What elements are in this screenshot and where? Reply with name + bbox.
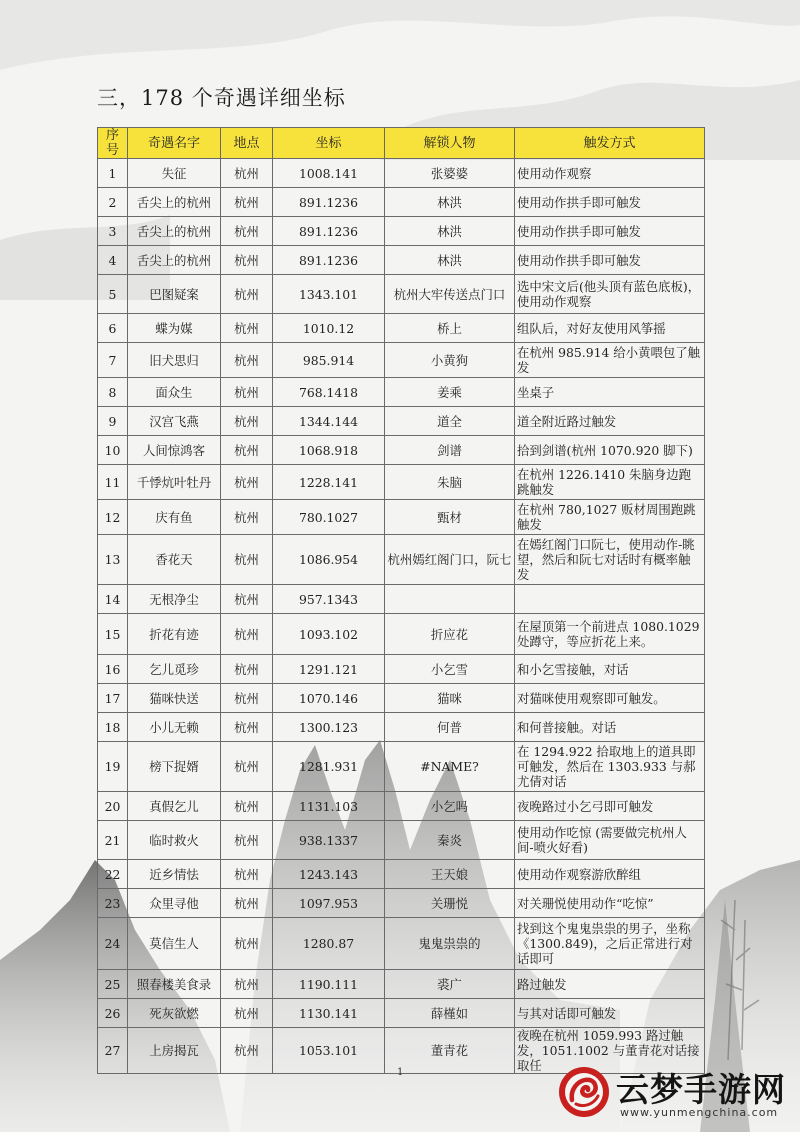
- cell-trigger-method: 使用动作拱手即可触发: [515, 188, 705, 217]
- cell-coordinates: 1086.954: [273, 535, 385, 585]
- table-row: [98, 655, 705, 684]
- cell-index: 16: [98, 655, 128, 684]
- logo-url: www.yunmengchina.com: [620, 1106, 779, 1119]
- cell-index: 6: [98, 314, 128, 343]
- cell-coordinates: 1344.144: [273, 407, 385, 436]
- cell-name: 临时救火: [128, 821, 221, 860]
- cell-name: 上房揭瓦: [128, 1028, 221, 1074]
- cell-trigger-method: 坐桌子: [515, 378, 705, 407]
- cell-index: 7: [98, 343, 128, 378]
- table-row: [98, 614, 705, 655]
- cell-location: 杭州: [221, 614, 273, 655]
- cell-index: 20: [98, 792, 128, 821]
- cell-index: 23: [98, 889, 128, 918]
- cell-coordinates: 1228.141: [273, 465, 385, 500]
- cell-index: 24: [98, 918, 128, 970]
- cell-unlock-character: 张婆婆: [385, 159, 515, 188]
- cell-location: 杭州: [221, 407, 273, 436]
- cell-trigger-method: 与其对话即可触发: [515, 999, 705, 1028]
- cell-trigger-method: 在嫣红阁门口阮七，使用动作-眺望，然后和阮七对话时有概率触发: [515, 535, 705, 585]
- cell-index: 1: [98, 159, 128, 188]
- cell-location: 杭州: [221, 535, 273, 585]
- cell-name: 汉宫飞燕: [128, 407, 221, 436]
- header-trigger-method: 触发方式: [515, 128, 705, 159]
- cell-unlock-character: 林洪: [385, 217, 515, 246]
- cell-trigger-method: 和何普接触。对话: [515, 713, 705, 742]
- cell-unlock-character: #NAME?: [385, 742, 515, 792]
- cell-unlock-character: 杭州大牢传送点门口: [385, 275, 515, 314]
- cell-trigger-method: 使用动作观察游欣醉组: [515, 860, 705, 889]
- cell-trigger-method: 拾到剑谱(杭州 1070.920 脚下): [515, 436, 705, 465]
- cell-trigger-method: 选中宋文后(他头顶有蓝色底板)，使用动作观察: [515, 275, 705, 314]
- cell-trigger-method: 和小乞雪接触，对话: [515, 655, 705, 684]
- cell-index: 18: [98, 713, 128, 742]
- cell-trigger-method: [515, 585, 705, 614]
- table-row: [98, 436, 705, 465]
- table-row: [98, 500, 705, 535]
- cell-index: 26: [98, 999, 128, 1028]
- cell-coordinates: 1097.953: [273, 889, 385, 918]
- table-row: [98, 343, 705, 378]
- cell-name: 面众生: [128, 378, 221, 407]
- cell-unlock-character: 林洪: [385, 188, 515, 217]
- cell-unlock-character: 猫咪: [385, 684, 515, 713]
- cell-unlock-character: 朱脑: [385, 465, 515, 500]
- cell-coordinates: 1280.87: [273, 918, 385, 970]
- table-row: [98, 684, 705, 713]
- cell-index: 12: [98, 500, 128, 535]
- table-row: [98, 188, 705, 217]
- table-row: [98, 465, 705, 500]
- table-row: [98, 713, 705, 742]
- cell-unlock-character: 道全: [385, 407, 515, 436]
- cell-unlock-character: 薛槿如: [385, 999, 515, 1028]
- cell-location: 杭州: [221, 188, 273, 217]
- cell-index: 13: [98, 535, 128, 585]
- cell-unlock-character: 杭州嫣红阁门口，阮七: [385, 535, 515, 585]
- cell-location: 杭州: [221, 585, 273, 614]
- cell-coordinates: 1008.141: [273, 159, 385, 188]
- cell-unlock-character: 林洪: [385, 246, 515, 275]
- cell-trigger-method: 组队后，对好友使用风筝摇: [515, 314, 705, 343]
- cell-name: 照春楼美食录: [128, 970, 221, 999]
- logo-name: 云梦手游网: [616, 1070, 786, 1109]
- cell-trigger-method: 使用动作拱手即可触发: [515, 246, 705, 275]
- cell-location: 杭州: [221, 275, 273, 314]
- cell-location: 杭州: [221, 159, 273, 188]
- table-row: [98, 314, 705, 343]
- cell-location: 杭州: [221, 465, 273, 500]
- table-header-row: [98, 128, 705, 159]
- cell-trigger-method: 在杭州 985.914 给小黄喂包了触发: [515, 343, 705, 378]
- cell-index: 4: [98, 246, 128, 275]
- cell-name: 庆有鱼: [128, 500, 221, 535]
- cell-coordinates: 891.1236: [273, 188, 385, 217]
- cell-name: 人间惊鸿客: [128, 436, 221, 465]
- dragon-emblem-icon: [556, 1064, 612, 1120]
- cell-index: 17: [98, 684, 128, 713]
- cell-unlock-character: 裘广: [385, 970, 515, 999]
- cell-location: 杭州: [221, 314, 273, 343]
- cell-coordinates: 1130.141: [273, 999, 385, 1028]
- section-heading: 三，178 个奇遇详细坐标: [97, 86, 346, 110]
- cell-location: 杭州: [221, 860, 273, 889]
- cell-trigger-method: 在杭州 1226.1410 朱脑身边跑跳触发: [515, 465, 705, 500]
- cell-name: 旧犬思归: [128, 343, 221, 378]
- cell-unlock-character: 折应花: [385, 614, 515, 655]
- cell-index: 21: [98, 821, 128, 860]
- cell-name: 真假乞儿: [128, 792, 221, 821]
- table-row: [98, 742, 705, 792]
- cell-location: 杭州: [221, 343, 273, 378]
- cell-location: 杭州: [221, 1028, 273, 1074]
- cell-trigger-method: 在杭州 780,1027 贩材周围跑跳触发: [515, 500, 705, 535]
- cell-index: 8: [98, 378, 128, 407]
- cell-coordinates: 1010.12: [273, 314, 385, 343]
- cell-trigger-method: 夜晚路过小乞弓即可触发: [515, 792, 705, 821]
- page-number: 1: [397, 1067, 404, 1078]
- cell-unlock-character: 姜乘: [385, 378, 515, 407]
- cell-index: 19: [98, 742, 128, 792]
- cell-name: 猫咪快送: [128, 684, 221, 713]
- table-row: [98, 246, 705, 275]
- cell-name: 舌尖上的杭州: [128, 217, 221, 246]
- table-row: [98, 275, 705, 314]
- cell-trigger-method: 使用动作拱手即可触发: [515, 217, 705, 246]
- cell-unlock-character: 鬼鬼祟祟的: [385, 918, 515, 970]
- cell-name: 巴图疑案: [128, 275, 221, 314]
- cell-location: 杭州: [221, 655, 273, 684]
- cell-trigger-method: 路过触发: [515, 970, 705, 999]
- table-body: [98, 159, 705, 1074]
- cell-location: 杭州: [221, 713, 273, 742]
- cell-name: 近乡情怯: [128, 860, 221, 889]
- table-row: [98, 860, 705, 889]
- cell-unlock-character: 剑谱: [385, 436, 515, 465]
- cell-coordinates: 1068.918: [273, 436, 385, 465]
- cell-coordinates: 1291.121: [273, 655, 385, 684]
- cell-name: 折花有迹: [128, 614, 221, 655]
- cell-trigger-method: 使用动作吃惊 (需要做完杭州人间-喷火好看): [515, 821, 705, 860]
- cell-coordinates: 1190.111: [273, 970, 385, 999]
- cell-name: 舌尖上的杭州: [128, 246, 221, 275]
- cell-location: 杭州: [221, 970, 273, 999]
- cell-unlock-character: 甄材: [385, 500, 515, 535]
- cell-coordinates: 891.1236: [273, 217, 385, 246]
- cell-unlock-character: [385, 585, 515, 614]
- cell-unlock-character: 董青花: [385, 1028, 515, 1074]
- cell-location: 杭州: [221, 918, 273, 970]
- cell-name: 无根净尘: [128, 585, 221, 614]
- cell-name: 死灰欲燃: [128, 999, 221, 1028]
- cell-location: 杭州: [221, 436, 273, 465]
- cell-coordinates: 1053.101: [273, 1028, 385, 1074]
- cell-location: 杭州: [221, 742, 273, 792]
- cell-unlock-character: 小乞吗: [385, 792, 515, 821]
- cell-index: 27: [98, 1028, 128, 1074]
- cell-trigger-method: 夜晚在杭州 1059.993 路过触发，1051.1002 与董青花对话接取任: [515, 1028, 705, 1074]
- cell-trigger-method: 在 1294.922 拾取地上的道具即可触发，然后在 1303.933 与郝尤倩对话: [515, 742, 705, 792]
- cell-name: 蝶为媒: [128, 314, 221, 343]
- cell-index: 15: [98, 614, 128, 655]
- table-row: [98, 217, 705, 246]
- cell-coordinates: 1243.143: [273, 860, 385, 889]
- cell-index: 14: [98, 585, 128, 614]
- cell-name: 失征: [128, 159, 221, 188]
- cell-coordinates: 1281.931: [273, 742, 385, 792]
- cell-location: 杭州: [221, 246, 273, 275]
- cell-index: 25: [98, 970, 128, 999]
- table-row: [98, 585, 705, 614]
- cell-name: 乞儿觅珍: [128, 655, 221, 684]
- cell-name: 千悸炕叶牡丹: [128, 465, 221, 500]
- cell-location: 杭州: [221, 378, 273, 407]
- cell-index: 22: [98, 860, 128, 889]
- cell-coordinates: 985.914: [273, 343, 385, 378]
- header-unlock-character: 解锁人物: [385, 128, 515, 159]
- cell-index: 3: [98, 217, 128, 246]
- cell-trigger-method: 使用动作观察: [515, 159, 705, 188]
- table-row: [98, 535, 705, 585]
- cell-location: 杭州: [221, 500, 273, 535]
- cell-name: 香花天: [128, 535, 221, 585]
- cell-location: 杭州: [221, 889, 273, 918]
- table-row: [98, 792, 705, 821]
- cell-coordinates: 1131.103: [273, 792, 385, 821]
- cell-location: 杭州: [221, 217, 273, 246]
- table-row: [98, 889, 705, 918]
- cell-coordinates: 957.1343: [273, 585, 385, 614]
- cell-coordinates: 891.1236: [273, 246, 385, 275]
- table-row: [98, 970, 705, 999]
- cell-name: 莫信生人: [128, 918, 221, 970]
- cell-trigger-method: 对猫咪使用观察即可触发。: [515, 684, 705, 713]
- table-row: [98, 821, 705, 860]
- table-row: [98, 407, 705, 436]
- cell-name: 舌尖上的杭州: [128, 188, 221, 217]
- table-row: [98, 999, 705, 1028]
- header-name: 奇遇名字: [128, 128, 221, 159]
- cell-trigger-method: 找到这个鬼鬼祟祟的男子，坐称《1300.849)，之后正常进行对话即可: [515, 918, 705, 970]
- cell-name: 榜下捉婿: [128, 742, 221, 792]
- cell-location: 杭州: [221, 821, 273, 860]
- site-logo[interactable]: [556, 1062, 796, 1128]
- cell-unlock-character: 王天娘: [385, 860, 515, 889]
- encounter-table: [97, 127, 705, 1074]
- header-location: 地点: [221, 128, 273, 159]
- cell-name: 小儿无赖: [128, 713, 221, 742]
- cell-coordinates: 1300.123: [273, 713, 385, 742]
- header-index: 序号: [98, 128, 128, 159]
- header-coordinates: 坐标: [273, 128, 385, 159]
- cell-location: 杭州: [221, 684, 273, 713]
- cell-location: 杭州: [221, 792, 273, 821]
- table-row: [98, 918, 705, 970]
- cell-trigger-method: 在屋顶第一个前进点 1080.1029 处蹲守，等应折花上来。: [515, 614, 705, 655]
- cell-unlock-character: 秦炎: [385, 821, 515, 860]
- cell-trigger-method: 对关珊悦使用动作“吃惊”: [515, 889, 705, 918]
- cell-coordinates: 1070.146: [273, 684, 385, 713]
- cell-unlock-character: 桥上: [385, 314, 515, 343]
- cell-trigger-method: 道全附近路过触发: [515, 407, 705, 436]
- cell-coordinates: 1343.101: [273, 275, 385, 314]
- cell-unlock-character: 关珊悦: [385, 889, 515, 918]
- cell-unlock-character: 小乞雪: [385, 655, 515, 684]
- cell-name: 众里寻他: [128, 889, 221, 918]
- cell-index: 10: [98, 436, 128, 465]
- cell-index: 2: [98, 188, 128, 217]
- cell-unlock-character: 何普: [385, 713, 515, 742]
- cell-coordinates: 780.1027: [273, 500, 385, 535]
- cell-coordinates: 938.1337: [273, 821, 385, 860]
- table-row: [98, 159, 705, 188]
- cell-coordinates: 1093.102: [273, 614, 385, 655]
- cell-index: 5: [98, 275, 128, 314]
- cell-location: 杭州: [221, 999, 273, 1028]
- cell-unlock-character: 小黄狗: [385, 343, 515, 378]
- cell-index: 11: [98, 465, 128, 500]
- cell-index: 9: [98, 407, 128, 436]
- cell-coordinates: 768.1418: [273, 378, 385, 407]
- table-row: [98, 378, 705, 407]
